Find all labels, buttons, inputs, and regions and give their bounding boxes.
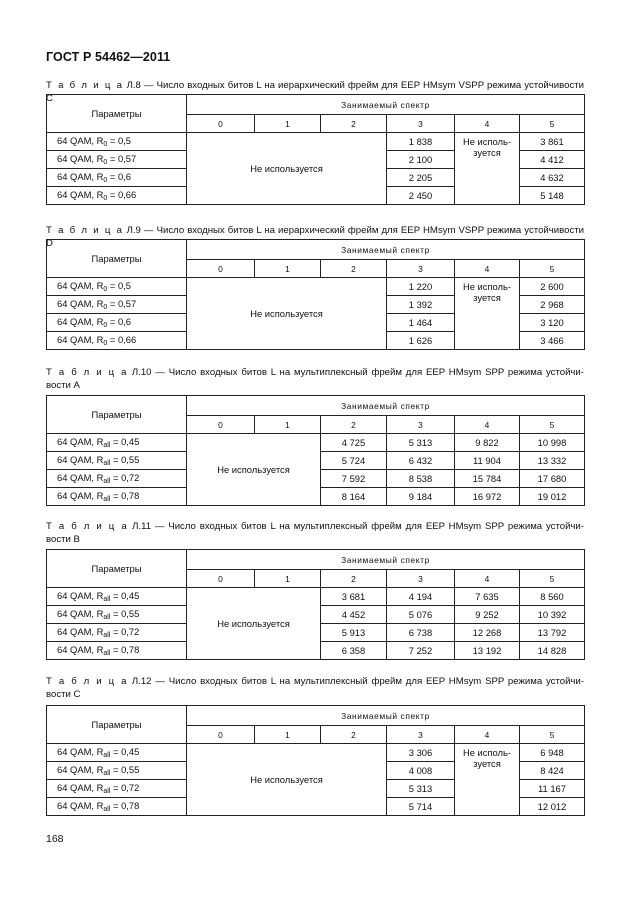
not-used-cell: Не используется	[187, 744, 387, 816]
spectrum-header: Занимаемый спектр	[187, 95, 585, 115]
table-l11	[46, 549, 585, 660]
table-caption-l11	[46, 520, 584, 546]
cell-value: 3 466	[520, 332, 585, 350]
col-header: 0	[187, 570, 255, 588]
spectrum-header: Занимаемый спектр	[187, 706, 585, 726]
col-header: 1	[255, 416, 321, 434]
col-header: 2	[321, 260, 387, 278]
row-label: 64 QAM, $R_{all} = 0,78$	[47, 488, 187, 506]
table-caption-l10	[46, 366, 584, 392]
cell-value: 1 464	[387, 314, 455, 332]
cell-value: 8 164	[321, 488, 387, 506]
table-label: Т а б л и ц а	[46, 521, 129, 532]
cell-value: 2 205	[387, 169, 455, 187]
not-used-cell: Не используется	[187, 588, 321, 660]
col-header: 3	[387, 416, 455, 434]
table-l8	[46, 94, 585, 205]
cell-value: 16 972	[455, 488, 520, 506]
row-label: 64 QAM, $R_0 = 0,6$	[47, 169, 187, 187]
col-header: 5	[520, 726, 585, 744]
row-label: 64 QAM, $R_{all} = 0,72$	[47, 780, 187, 798]
col-header: 5	[520, 570, 585, 588]
col-header: 4	[455, 570, 520, 588]
row-label: 64 QAM, $R_{all} = 0,78$	[47, 642, 187, 660]
table-row	[47, 588, 585, 606]
table-row	[47, 278, 585, 296]
caption-text: Л.8 — Число входных битов L на иерархический фрейм для EEP HMsym VSPP режима устойчивости С	[46, 80, 584, 104]
cell-value: 14 828	[520, 642, 585, 660]
cell-value: 2 100	[387, 151, 455, 169]
table-row	[47, 133, 585, 151]
cell-value: 4 008	[387, 762, 455, 780]
cell-value: 9 184	[387, 488, 455, 506]
col-header: 0	[187, 726, 255, 744]
page-number: 168	[46, 833, 64, 845]
not-used-cell: Не используется	[187, 434, 321, 506]
cell-value: 13 332	[520, 452, 585, 470]
cell-value: 3 120	[520, 314, 585, 332]
col-header: 2	[321, 416, 387, 434]
row-label: 64 QAM, $R_0 = 0,66$	[47, 187, 187, 205]
col-header: 3	[387, 726, 455, 744]
row-label: 64 QAM, $R_{all} = 0,72$	[47, 470, 187, 488]
cell-value: 2 968	[520, 296, 585, 314]
col-header: 2	[321, 570, 387, 588]
cell-value: 13 792	[520, 624, 585, 642]
cell-value: 19 012	[520, 488, 585, 506]
cell-value: 4 632	[520, 169, 585, 187]
cell-value: 6 432	[387, 452, 455, 470]
table-l9	[46, 239, 585, 350]
cell-value: 10 392	[520, 606, 585, 624]
col-header: 5	[520, 260, 585, 278]
col-header: 4	[455, 115, 520, 133]
row-label: 64 QAM, $R_0 = 0,6$	[47, 314, 187, 332]
table-caption-l12	[46, 675, 584, 701]
cell-value: 8 538	[387, 470, 455, 488]
cell-value: 5 313	[387, 434, 455, 452]
cell-value: 8 560	[520, 588, 585, 606]
cell-value: 4 725	[321, 434, 387, 452]
cell-value: 9 822	[455, 434, 520, 452]
cell-value: 4 194	[387, 588, 455, 606]
cell-value: 4 412	[520, 151, 585, 169]
row-label: 64 QAM, $R_{all} = 0,55$	[47, 606, 187, 624]
not-used-cell: Не исполь- зуется	[455, 278, 520, 350]
col-header: 4	[455, 416, 520, 434]
caption-text: Л.12 — Число входных битов L на мультиплексный фрейм для EEP HMsym SPP режима устойчи-вости С	[46, 676, 584, 700]
spectrum-header: Занимаемый спектр	[187, 240, 585, 260]
cell-value: 9 252	[455, 606, 520, 624]
cell-value: 5 714	[387, 798, 455, 816]
col-header: 2	[321, 726, 387, 744]
cell-value: 5 913	[321, 624, 387, 642]
table-row	[47, 744, 585, 762]
col-header: 0	[187, 260, 255, 278]
table-label: Т а б л и ц а	[46, 676, 129, 687]
cell-value: 1 838	[387, 133, 455, 151]
cell-value: 3 681	[321, 588, 387, 606]
row-label: 64 QAM, $R_0 = 0,57$	[47, 296, 187, 314]
cell-value: 7 252	[387, 642, 455, 660]
row-label: 64 QAM, $R_0 = 0,5$	[47, 133, 187, 151]
col-header: 1	[255, 260, 321, 278]
caption-text: Л.9 — Число входных битов L на иерархический фрейм для EEP HMsym VSPP режима устойчивости D	[46, 225, 584, 249]
table-l12	[46, 705, 585, 816]
cell-value: 15 784	[455, 470, 520, 488]
cell-value: 11 167	[520, 780, 585, 798]
params-header: Параметры	[47, 550, 187, 588]
cell-value: 12 012	[520, 798, 585, 816]
not-used-cell: Не исполь- зуется	[455, 744, 520, 816]
col-header: 3	[387, 260, 455, 278]
cell-value: 8 424	[520, 762, 585, 780]
row-label: 64 QAM, $R_{all} = 0,45$	[47, 588, 187, 606]
cell-value: 17 680	[520, 470, 585, 488]
col-header: 5	[520, 115, 585, 133]
cell-value: 10 998	[520, 434, 585, 452]
cell-value: 5 724	[321, 452, 387, 470]
cell-value: 7 592	[321, 470, 387, 488]
col-header: 4	[455, 726, 520, 744]
not-used-cell: Не используется	[187, 278, 387, 350]
row-label: 64 QAM, $R_{all} = 0,55$	[47, 762, 187, 780]
col-header: 1	[255, 726, 321, 744]
cell-value: 3 861	[520, 133, 585, 151]
cell-value: 1 392	[387, 296, 455, 314]
not-used-cell: Не используется	[187, 133, 387, 205]
cell-value: 5 076	[387, 606, 455, 624]
cell-value: 4 452	[321, 606, 387, 624]
col-header: 5	[520, 416, 585, 434]
table-row	[47, 434, 585, 452]
col-header: 4	[455, 260, 520, 278]
col-header: 3	[387, 570, 455, 588]
cell-value: 11 904	[455, 452, 520, 470]
table-label: Т а б л и ц а	[46, 367, 129, 378]
document-header: ГОСТ Р 54462—2011	[46, 50, 171, 64]
cell-value: 6 738	[387, 624, 455, 642]
row-label: 64 QAM, $R_{all} = 0,45$	[47, 434, 187, 452]
col-header: 2	[321, 115, 387, 133]
table-label: Т а б л и ц а	[46, 80, 124, 91]
cell-value: 6 358	[321, 642, 387, 660]
cell-value: 2 600	[520, 278, 585, 296]
col-header: 0	[187, 416, 255, 434]
row-label: 64 QAM, $R_0 = 0,66$	[47, 332, 187, 350]
col-header: 1	[255, 570, 321, 588]
cell-value: 3 306	[387, 744, 455, 762]
not-used-cell: Не исполь- зуется	[455, 133, 520, 205]
row-label: 64 QAM, $R_{all} = 0,72$	[47, 624, 187, 642]
spectrum-header: Занимаемый спектр	[187, 396, 585, 416]
cell-value: 13 192	[455, 642, 520, 660]
spectrum-header: Занимаемый спектр	[187, 550, 585, 570]
caption-text: Л.11 — Число входных битов L на мультиплексный фрейм для EEP HMsym SPP режима устойчи-вости В	[46, 521, 584, 545]
col-header: 1	[255, 115, 321, 133]
params-header: Параметры	[47, 706, 187, 744]
cell-value: 6 948	[520, 744, 585, 762]
params-header: Параметры	[47, 396, 187, 434]
row-label: 64 QAM, $R_0 = 0,5$	[47, 278, 187, 296]
table-label: Т а б л и ц а	[46, 225, 124, 236]
table-l10	[46, 395, 585, 506]
params-header: Параметры	[47, 240, 187, 278]
row-label: 64 QAM, $R_{all} = 0,45$	[47, 744, 187, 762]
cell-value: 5 148	[520, 187, 585, 205]
cell-value: 1 220	[387, 278, 455, 296]
row-label: 64 QAM, $R_0 = 0,57$	[47, 151, 187, 169]
params-header: Параметры	[47, 95, 187, 133]
cell-value: 7 635	[455, 588, 520, 606]
cell-value: 1 626	[387, 332, 455, 350]
row-label: 64 QAM, $R_{all} = 0,55$	[47, 452, 187, 470]
col-header: 0	[187, 115, 255, 133]
cell-value: 5 313	[387, 780, 455, 798]
caption-text: Л.10 — Число входных битов L на мультиплексный фрейм для EEP HMsym SPP режима устойчи-вости А	[46, 367, 584, 391]
cell-value: 12 268	[455, 624, 520, 642]
cell-value: 2 450	[387, 187, 455, 205]
row-label: 64 QAM, $R_{all} = 0,78$	[47, 798, 187, 816]
col-header: 3	[387, 115, 455, 133]
